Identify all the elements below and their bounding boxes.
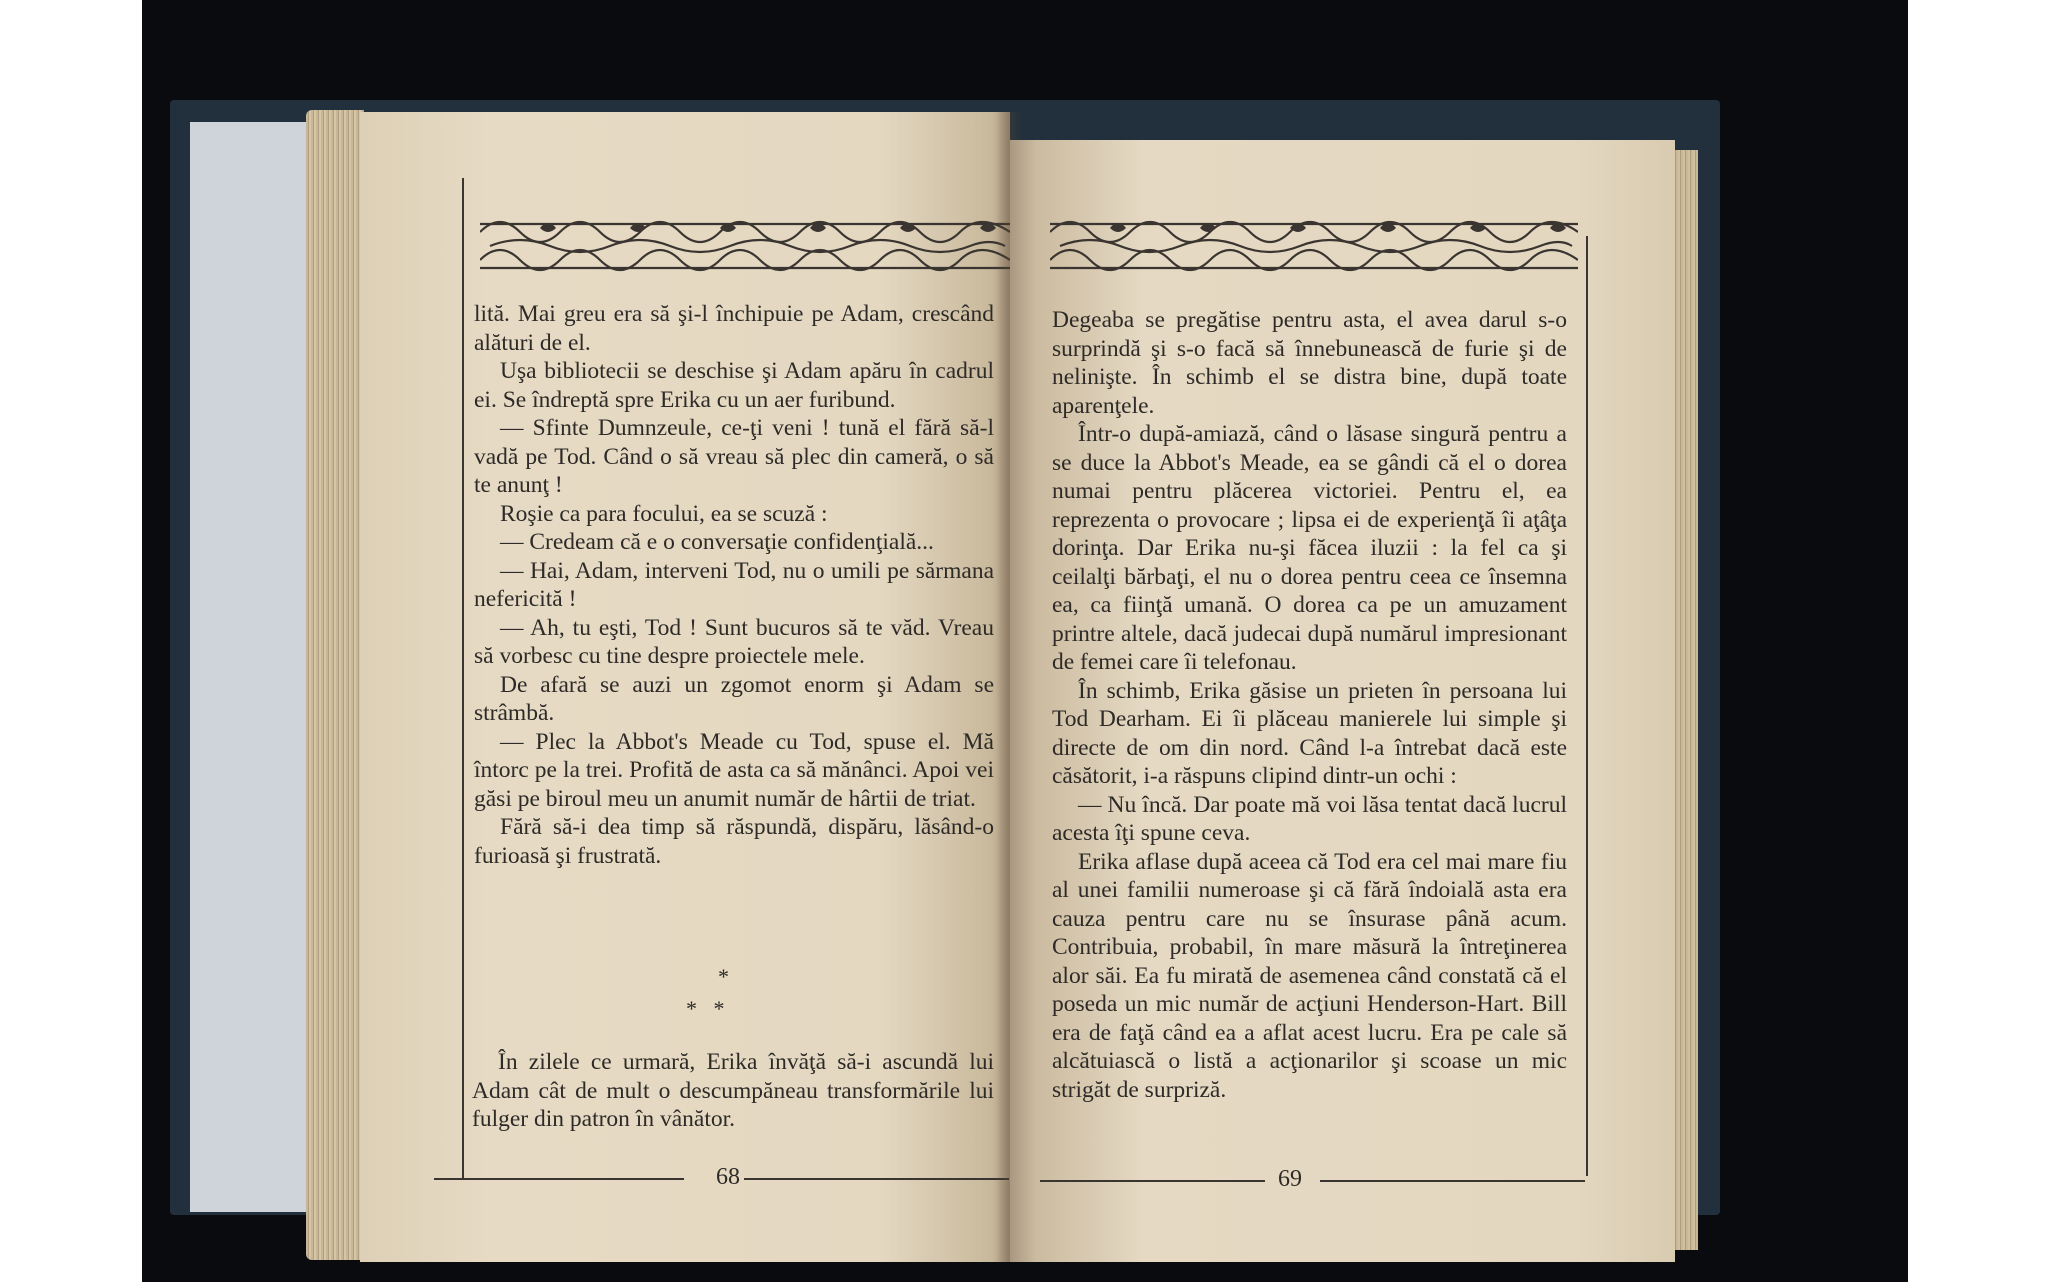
paragraph: — Sfinte Dumnzeule, ce-ţi veni ! tună el fără să-l vadă pe Tod. Când o să vreau să plec din cameră, o să te anunţ !: [474, 415, 994, 498]
paragraph: — Plec la Abbot's Meade cu Tod, spuse el. Mă întorc pe la trei. Profită de asta ca să mănânci. Apoi vei găsi pe biroul meu un anumit număr de hârtii de triat.: [474, 728, 994, 812]
paragraph: Fără să-i dea timp să răspundă, dispăru, lăsând-o furioasă şi frustrată.: [474, 814, 994, 869]
section-break-stars-bottom: * *: [686, 996, 725, 1021]
paragraph: — Nu încă. Dar poate mă voi lăsa tentat dacă lucrul acesta îţi spune ceva.: [1052, 791, 1567, 846]
left-frame-bottom-left: [434, 1178, 684, 1180]
left-frame-vertical: [462, 178, 464, 1178]
paragraph: Degeaba se pregătise pentru asta, el avea darul s-o surprindă şi s-o facă să înnebunească de furie şi de nelinişte. În schimb el se distra bine, după toate aparenţele.: [1052, 307, 1567, 419]
flyleaf: [190, 122, 308, 1212]
page-number: 69: [1278, 1166, 1302, 1192]
right-page: [1010, 140, 1675, 1262]
paragraph: lită. Mai greu era să şi-l închipuie pe Adam, crescând alături de el.: [474, 301, 994, 356]
paragraph: Într-o după-amiază, când o lăsase singură pentru a se duce la Abbot's Meade, ea se gândi că el o dorea numai pentru plăcerea victoriei. Pentru el, ea reprezenta o provocare ; lipsa ei de experienţă îi aţâţa dorinţa. Dar Erika nu-şi făcea iluzii : la fel ca şi ceilalţi bărbaţi, el nu o dorea pentru ceea ce însemna ea, ca fiinţă umană. O dorea ca pe un amuzament printre altele, dacă judecai după numărul impresionant de femei care îi telefonau.: [1052, 421, 1567, 675]
left-frame-bottom-right: [744, 1178, 1009, 1180]
left-page-text: [474, 300, 994, 870]
paragraph: Erika aflase după aceea că Tod era cel mai mare fiu al unei familii numeroase şi că fără îndoială asta era cauza pentru care nu se însurase până acum. Contribuia, probabil, în mare măsură la întreţinerea alor săi. Ea fu mirată de asemenea când constată că el poseda un mic număr de acţiuni Henderson-Hart. Bill era de faţă când ea a aflat acest lucru. Era pe cale să alcătuiască o listă a acţionarilor şi scoase un mic strigăt de surpriză.: [1052, 848, 1567, 1103]
right-frame-bottom-right: [1320, 1180, 1585, 1182]
left-ornament-band: [480, 210, 1010, 272]
page-number: 68: [716, 1164, 740, 1190]
right-page-text: [1052, 306, 1567, 1104]
paragraph: — Ah, tu eşti, Tod ! Sunt bucuros să te văd. Vreau să vorbesc cu tine despre proiectele mele.: [474, 614, 994, 669]
right-frame-vertical: [1586, 236, 1588, 1176]
paragraph: Uşa bibliotecii se deschise şi Adam apăru în cadrul ei. Se îndreptă spre Erika cu un aer furibund.: [474, 358, 994, 413]
section-break-star-top: *: [718, 964, 729, 989]
right-frame-bottom-left: [1040, 1180, 1265, 1182]
left-page: [360, 112, 1010, 1262]
paragraph: Roşie ca para focului, ea se scuză :: [500, 500, 828, 527]
left-page-text-after-break: [472, 1048, 994, 1134]
page-edges-left: [306, 110, 364, 1260]
paragraph: — Credeam că e o conversaţie confidenţială...: [500, 529, 934, 555]
paragraph: În zilele ce urmară, Erika învăţă să-i ascundă lui Adam cât de mult o descumpăneau transformările lui fulger din patron în vânător.: [472, 1049, 994, 1132]
paragraph: — Hai, Adam, interveni Tod, nu o umili pe sărmana nefericită !: [474, 557, 994, 612]
paragraph: De afară se auzi un zgomot enorm şi Adam se strâmbă.: [474, 671, 994, 726]
paragraph: În schimb, Erika găsise un prieten în persoana lui Tod Dearham. Ei îi plăceau manierele lui simple şi directe de om din nord. Când l-a întrebat dacă este căsătorit, i-a răspuns clipind dintr-un ochi :: [1052, 677, 1567, 789]
right-ornament-band: [1050, 210, 1578, 272]
